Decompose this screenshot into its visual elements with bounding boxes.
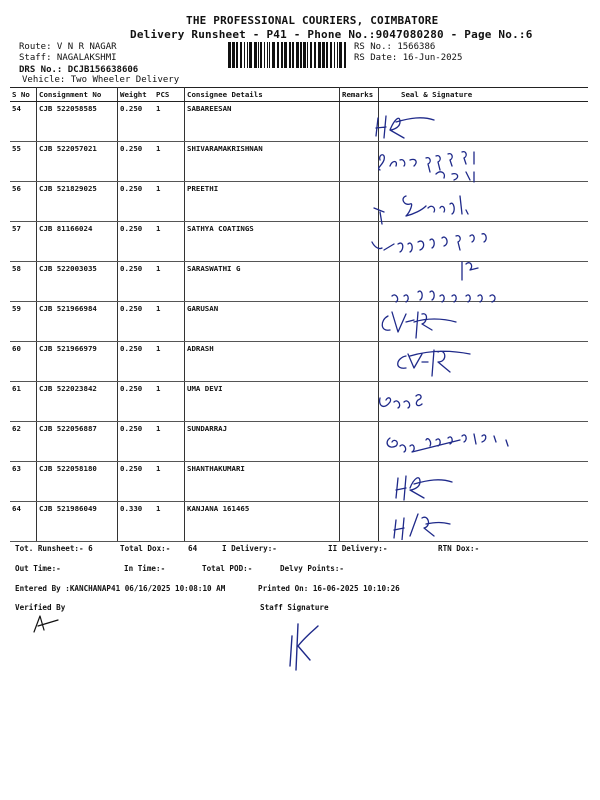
entered-by: Entered By :KANCHANAP41 06/16/2025 10:08:10 AM	[15, 584, 226, 593]
verified-by: Verified By	[15, 603, 66, 612]
tot-runsheet: Tot. Runsheet:- 6	[15, 544, 93, 553]
col-seal-signature: Seal & Signature	[379, 88, 589, 102]
vehicle-label: Vehicle: Two Wheeler Delivery	[22, 75, 180, 85]
cell-consignee: ADRASH	[185, 342, 340, 382]
cell-pcs: 1	[154, 502, 185, 542]
cell-consignment-no: CJB 522023842	[37, 382, 118, 422]
cell-consignee: KANJANA 161465	[185, 502, 340, 542]
cell-consignment-no: CJB 81166024	[37, 222, 118, 262]
printed-on: Printed On: 16-06-2025 10:10:26	[258, 584, 400, 593]
barcode-icon	[228, 42, 346, 68]
cell-consignment-no: CJB 522003035	[37, 262, 118, 302]
col-pcs: PCS	[154, 88, 185, 102]
cell-weight: 0.250	[118, 142, 155, 182]
cell-consignee: GARUSAN	[185, 302, 340, 342]
cell-pcs: 1	[154, 422, 185, 462]
rtn-dox: RTN Dox:-	[438, 544, 480, 553]
cell-sno: 62	[10, 422, 37, 462]
cell-weight: 0.250	[118, 262, 155, 302]
company-name: THE PROFESSIONAL COURIERS, COIMBATORE	[186, 14, 439, 27]
cell-consignee: SATHYA COATINGS	[185, 222, 340, 262]
cell-pcs: 1	[154, 182, 185, 222]
cell-sno: 61	[10, 382, 37, 422]
staff-label: Staff: NAGALAKSHMI	[19, 53, 117, 63]
rs-number: RS No.: 1566386	[354, 42, 436, 52]
col-consignee: Consignee Details	[185, 88, 340, 102]
cell-pcs: 1	[154, 342, 185, 382]
col-weight: Weight	[118, 88, 155, 102]
ii-delivery: II Delivery:-	[328, 544, 388, 553]
cell-sno: 60	[10, 342, 37, 382]
route-label: Route: V N R NAGAR	[19, 42, 117, 52]
cell-sno: 58	[10, 262, 37, 302]
cell-consignee: SHANTHAKUMARI	[185, 462, 340, 502]
cell-consignee: SABAREESAN	[185, 102, 340, 142]
cell-pcs: 1	[154, 102, 185, 142]
cell-consignment-no: CJB 522057021	[37, 142, 118, 182]
cell-sno: 59	[10, 302, 37, 342]
cell-consignee: SUNDARRAJ	[185, 422, 340, 462]
i-delivery: I Delivery:-	[222, 544, 277, 553]
staff-signature-label: Staff Signature	[260, 603, 329, 612]
in-time: In Time:-	[124, 564, 166, 573]
total-dox-value: 64	[188, 544, 198, 553]
runsheet-title: Delivery Runsheet - P41 - Phone No.:9047080280 - Page No.:6	[130, 28, 533, 41]
out-time: Out Time:-	[15, 564, 61, 573]
cell-consignment-no: CJB 522056887	[37, 422, 118, 462]
cell-weight: 0.250	[118, 302, 155, 342]
col-consignment: Consignment No	[37, 88, 118, 102]
cell-weight: 0.250	[118, 422, 155, 462]
cell-pcs: 1	[154, 142, 185, 182]
cell-pcs: 1	[154, 462, 185, 502]
rs-date: RS Date: 16-Jun-2025	[354, 53, 463, 63]
cell-weight: 0.250	[118, 102, 155, 142]
cell-consignment-no: CJB 521829025	[37, 182, 118, 222]
cell-consignee: UMA DEVI	[185, 382, 340, 422]
cell-weight: 0.330	[118, 502, 155, 542]
cell-consignee: PREETHI	[185, 182, 340, 222]
cell-sno: 64	[10, 502, 37, 542]
cell-sno: 56	[10, 182, 37, 222]
cell-sno: 55	[10, 142, 37, 182]
cell-weight: 0.250	[118, 462, 155, 502]
cell-weight: 0.250	[118, 182, 155, 222]
cell-consignment-no: CJB 521986049	[37, 502, 118, 542]
cell-sno: 54	[10, 102, 37, 142]
delvy-points: Delvy Points:-	[280, 564, 345, 573]
cell-weight: 0.250	[118, 222, 155, 262]
cell-consignment-no: CJB 522058180	[37, 462, 118, 502]
cell-consignment-no: CJB 521966984	[37, 302, 118, 342]
verifier-signature	[28, 612, 68, 636]
cell-pcs: 1	[154, 302, 185, 342]
cell-consignee: SHIVARAMAKRISHNAN	[185, 142, 340, 182]
cell-pcs: 1	[154, 262, 185, 302]
cell-consignment-no: CJB 521966979	[37, 342, 118, 382]
staff-signature	[280, 616, 330, 674]
cell-sno: 63	[10, 462, 37, 502]
total-dox-label: Total Dox:-	[120, 544, 171, 553]
cell-weight: 0.250	[118, 342, 155, 382]
cell-pcs: 1	[154, 222, 185, 262]
cell-consignee: SARASWATHI G	[185, 262, 340, 302]
cell-sno: 57	[10, 222, 37, 262]
cell-consignment-no: CJB 522058585	[37, 102, 118, 142]
handwritten-signatures	[370, 100, 585, 540]
col-sno: S No	[10, 88, 37, 102]
cell-pcs: 1	[154, 382, 185, 422]
total-pod: Total POD:-	[202, 564, 253, 573]
cell-weight: 0.250	[118, 382, 155, 422]
col-remarks: Remarks	[340, 88, 379, 102]
drs-number: DRS No.: DCJB156638606	[19, 65, 139, 75]
